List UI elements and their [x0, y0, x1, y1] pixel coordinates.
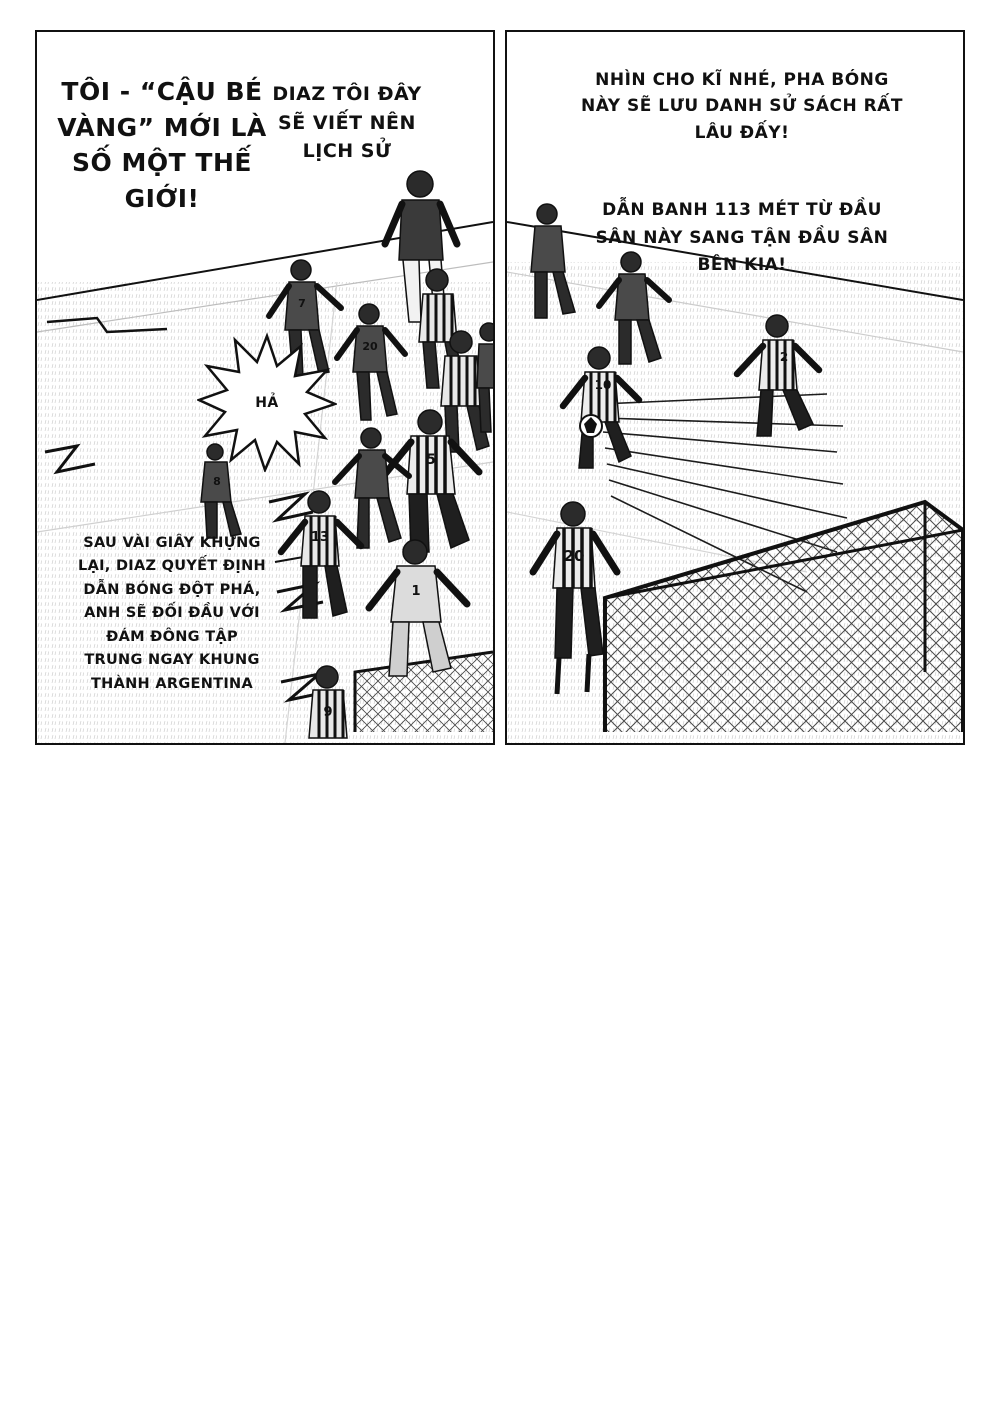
jersey-number: 13 — [310, 530, 330, 545]
jersey-number: 9 — [323, 705, 333, 720]
dialogue-diaz-history: DIAZ TÔI ĐÂY SẼ VIẾT NÊN LỊCH SỬ — [272, 83, 422, 162]
panel-left — [35, 30, 495, 745]
jersey-number: 10 — [594, 378, 612, 392]
jersey-number: 5 — [426, 452, 436, 468]
sfx-ha: HẢ — [255, 395, 279, 411]
jersey-number: 20 — [563, 547, 585, 565]
narration-box-left: SAU VÀI GIÂY KHỰNG LẠI, DIAZ QUYẾT ĐỊNH DẪN BÓNG ĐỘT PHÁ, ANH SẼ ĐỐI ĐẦU VỚI ĐÁM ĐÔNG TẬP TRUNG NGAY KHUNG THÀNH ARGENTINA — [78, 535, 266, 692]
jersey-number: 8 — [213, 475, 221, 488]
panel-right — [505, 30, 965, 745]
jersey-number: 1 — [411, 584, 421, 599]
dialogue-watch-closely: NHÌN CHO KĨ NHÉ, PHA BÓNG NÀY SẼ LƯU DANH SỬ SÁCH RẤT LÂU ĐẤY! — [581, 70, 903, 143]
dialogue-gold-boy: TÔI - “CẬU BÉ VÀNG” MỚI LÀ SỐ MỘT THẾ GIỚI! — [57, 77, 267, 213]
jersey-number: 7 — [298, 297, 306, 310]
jersey-number: 2 — [779, 350, 789, 364]
soccer-ball-icon — [580, 415, 602, 437]
dialogue-113-meters: DẪN BANH 113 MÉT TỪ ĐẦU SÂN NÀY SANG TẬN ĐẦU SÂN BÊN KIA! — [595, 200, 889, 276]
jersey-number: 20 — [362, 340, 378, 353]
